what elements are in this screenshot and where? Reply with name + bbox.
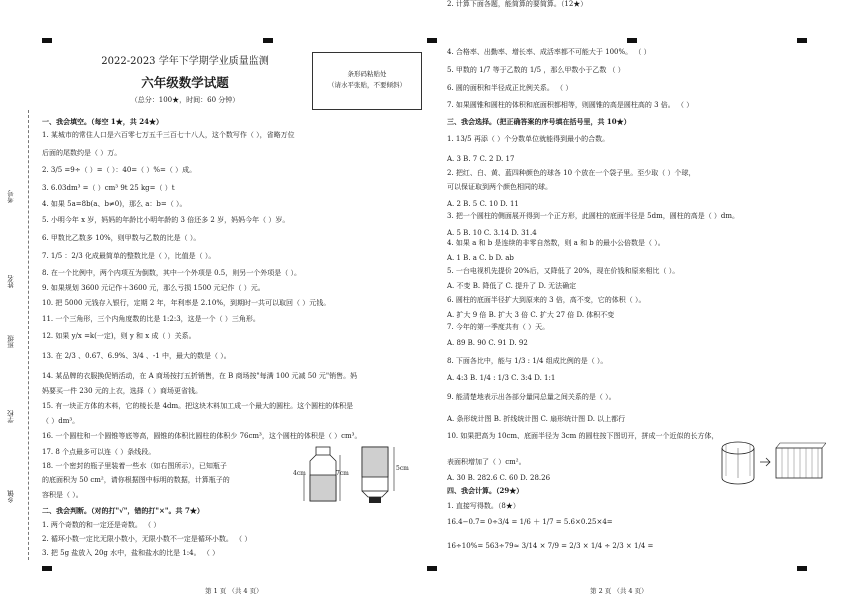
right-line: 10. 如果把高为 10cm、底面半径为 3cm 的圆柱按下图切开，拼成一个近似的长方体， (447, 432, 719, 440)
left-line: （ ）dm³。 (42, 417, 80, 425)
right-line: 四、我会计算。（29★） (447, 486, 524, 495)
left-line: 妈要买一件 230 元的上衣，选择（ ）商场更省钱。 (42, 387, 203, 395)
right-line: A. 条形统计图 B. 折线统计图 C. 扇形统计图 D. 以上都行 (447, 415, 626, 423)
registration-mark (263, 38, 273, 43)
left-line: 13. 在 2/3 、0.67、6.9%、3/4 、-1 中，最大的数是（ ）。 (42, 352, 231, 360)
right-line: 6. 圆柱的底面半径扩大到原来的 3 倍，高不变，它的体积（ ）。 (447, 296, 646, 304)
right-line: 表面积增加了（ ）cm²。 (447, 458, 526, 466)
right-line: 7. 今年的第一季度共有（ ）天。 (447, 323, 550, 331)
barcode-note: （请水平张贴，不要倾斜） (328, 81, 406, 89)
left-line: 5. 小明今年 x 岁，妈妈的年龄比小明年龄的 3 倍还多 2 岁，妈妈今年（ ）岁。 (42, 216, 290, 224)
right-line: A. 4:3 B. 1/4 : 1/3 C. 3:4 D. 1:1 (447, 374, 556, 382)
barcode-box (312, 52, 422, 110)
right-line: A. 89 B. 90 C. 91 D. 92 (447, 339, 528, 347)
right-line: 2. 把红、白、黄、蓝四种颜色的球各 10 个放在一个袋子里。至少取（ ）个球， (447, 169, 696, 177)
registration-mark (627, 38, 637, 43)
left-line: 18. 一个密封的瓶子里装着一些水（如右图所示），已知瓶子 (42, 462, 227, 470)
left-line: 2. 循环小数一定比无限小数小，无限小数不一定是循环小数。 （ ） (42, 535, 252, 543)
height-label: 5cm (396, 465, 409, 472)
exam-title: 六年级数学试题 (141, 75, 229, 90)
left-line: 17. 8 个点最多可以连（ ）条线段。 (42, 448, 156, 456)
left-line: 7. 1/5 ：2/3 化成最简单的整数比是（ ），比值是（ ）。 (42, 252, 216, 260)
right-line: A. 不变 B. 降低了 C. 提升了 D. 无法确定 (447, 282, 577, 290)
side-label-exam-number: 考号 (7, 190, 15, 203)
right-line: 1. 直接写得数。（8★） (447, 502, 520, 510)
left-line: 1. 两个奇数的和一定还是奇数。 （ ） (42, 521, 161, 529)
left-line: 一、我会填空。（每空 1★，共 24★） (42, 117, 163, 126)
right-line: 6. 圆的面积和半径成正比例关系。 （ ） (447, 84, 573, 92)
right-line: 16÷10%= 563÷79≈ 3/14 × 7/9 = 2/3 × 1/4 ÷ 2/3 × 1/4 = (447, 542, 654, 550)
page-footer-left: 第 1 页 （共 4 页） (205, 587, 263, 595)
binding-margin (0, 0, 40, 608)
left-line: 容积是（ ）。 (42, 491, 83, 499)
side-label-name: 姓名 (7, 275, 15, 288)
left-line: 6. 甲数比乙数多 10%，则甲数与乙数的比是（ ）。 (42, 234, 201, 242)
side-label-class: 班级 (7, 335, 15, 348)
left-line: 16. 一个圆柱和一个圆锥等底等高，圆锥的体积比圆柱的体积少 76cm³，这个圆柱的体积是（ ）cm³。 (42, 432, 362, 440)
registration-mark (42, 38, 52, 43)
registration-mark (427, 38, 437, 43)
right-line: A. 5 B. 10 C. 3.14 D. 31.4 (447, 229, 537, 237)
right-line: A. 3 B. 7 C. 2 D. 17 (447, 155, 515, 163)
left-line: 10. 把 5000 元钱存入银行，定期 2 年，年利率是 2.10%，到期时一共可以取回（ ）元钱。 (42, 299, 331, 307)
right-line: 7. 如果圆锥和圆柱的体积和底面积都相等，则圆锥的高是圆柱高的 3 倍。 （ ） (447, 101, 694, 109)
right-line: A. 30 B. 282.6 C. 60 D. 28.26 (447, 474, 551, 482)
registration-mark (797, 38, 807, 43)
barcode-label: 条形码粘贴处 (347, 70, 387, 78)
right-line: 8. 下面各比中，能与 1/3 : 1/4 组成比例的是（ ）。 (447, 357, 608, 365)
page-footer-right: 第 2 页 （共 4 页） (590, 587, 648, 595)
left-line: 11. 一个三角形，三个内角度数的比是 1:2:3，这是一个（ ）三角形。 (42, 315, 260, 323)
right-line: 可以保证取到两个颜色相同的球。 (447, 183, 552, 191)
right-line: 1. 13/5 再添（ ）个分数单位就能得到最小的合数。 (447, 135, 610, 143)
cylinder-cut-figure (716, 440, 826, 486)
bottle-figure-inverted (360, 445, 410, 505)
exam-info: （总分：100★，时间：60 分钟） (130, 96, 240, 104)
left-line: 2. 3/5 =9÷（ ）=（ ）：40=（ ）%=（ ）成。 (42, 166, 197, 174)
right-line: A. 扩大 9 倍 B. 扩大 3 倍 C. 扩大 27 倍 D. 体积不变 (447, 311, 615, 319)
left-line: 12. 如果 y/x =k(一定)，则 y 和 x 成（ ）关系。 (42, 332, 196, 340)
right-line: 5. 甲数的 1/7 等于乙数的 1/5 ，那么甲数小于乙数 （ ） (447, 66, 625, 74)
left-line: 3. 6.03dm³ =（ ）cm³ 9t 25 kg=（ ）t (42, 184, 175, 192)
right-line: 16.4−0.7= 0÷3/4 = 1/6 ＋ 1/7 = 5.6×0.25×4= (447, 518, 613, 526)
exam-header: 2022-2023 学年下学期学业质量监测 (101, 56, 269, 67)
left-line: 4. 如果 5a=8b(a、b≠0)，那么 a：b=（ ）。 (42, 200, 187, 208)
left-line: 3. 把 5g 盐放入 20g 水中，盐和盐水的比是 1:4。 （ ） (42, 549, 220, 557)
left-line: 1. 某城市的常住人口是六百零七万五千三百七十八人，这个数写作（ ），省略万位 (42, 131, 295, 139)
right-line: 4. 如果 a 和 b 是连续的非零自然数，则 a 和 b 的最小公倍数是（ ）。 (447, 239, 665, 247)
right-line: 2. 计算下面各题，能简算的要简算。（12★） (447, 0, 588, 8)
right-line: 三、我会选择。（把正确答案的序号填在括号里，共 10★） (447, 117, 631, 126)
registration-mark (427, 566, 437, 571)
right-line: 4. 合格率、出勤率、增长率、成活率都不可能大于 100%。 （ ） (447, 48, 651, 56)
left-line: 14. 某品牌的衣服换促销活动，在 A 商场按打五折销售，在 B 商场按"每满 100 元减 50 元"销售。妈 (42, 372, 358, 380)
side-label-school: 学校 (7, 410, 15, 423)
registration-mark (797, 566, 807, 571)
side-label-town: 乡镇 (7, 490, 15, 503)
left-line: 15. 有一块正方体的木料，它的棱长是 4dm。把这块木料加工成一个最大的圆柱。这个圆柱的体积是 (42, 402, 354, 410)
right-line: 5. 一台电视机先提价 20%后，又降低了 20%，现在价钱和原来相比（ ）。 (447, 267, 680, 275)
cut-line (28, 110, 29, 560)
left-line: 二、我会判断。（对的打"√"，错的打"×"。共 7★） (42, 506, 204, 515)
height-label: 7cm (336, 470, 349, 477)
left-line: 9. 如果规划 3600 元记作＋3600 元，那么亏损 1500 元记作（ ）元。 (42, 284, 265, 292)
right-line: 3. 把一个圆柱的侧面展开得到一个正方形，此圆柱的底面半径是 5dm，圆柱的高是（ ）dm。 (447, 212, 740, 220)
left-line: 的底面积为 50 cm²，请你根据图中标明的数据，计算瓶子的 (42, 476, 230, 484)
height-label: 4cm (293, 470, 306, 477)
right-line: 9. 能清楚地表示出各部分量同总量之间关系的是（ ）。 (447, 393, 616, 401)
registration-mark (42, 566, 52, 571)
right-line: A. 1 B. a C. b D. ab (447, 254, 514, 262)
left-line: 8. 在一个比例中，两个内项互为倒数，其中一个外项是 0.5，则另一个外项是（ ）。 (42, 269, 301, 277)
right-line: A. 2 B. 5 C. 10 D. 11 (447, 200, 519, 208)
left-line: 后面的尾数约是（ ）万。 (42, 149, 122, 157)
